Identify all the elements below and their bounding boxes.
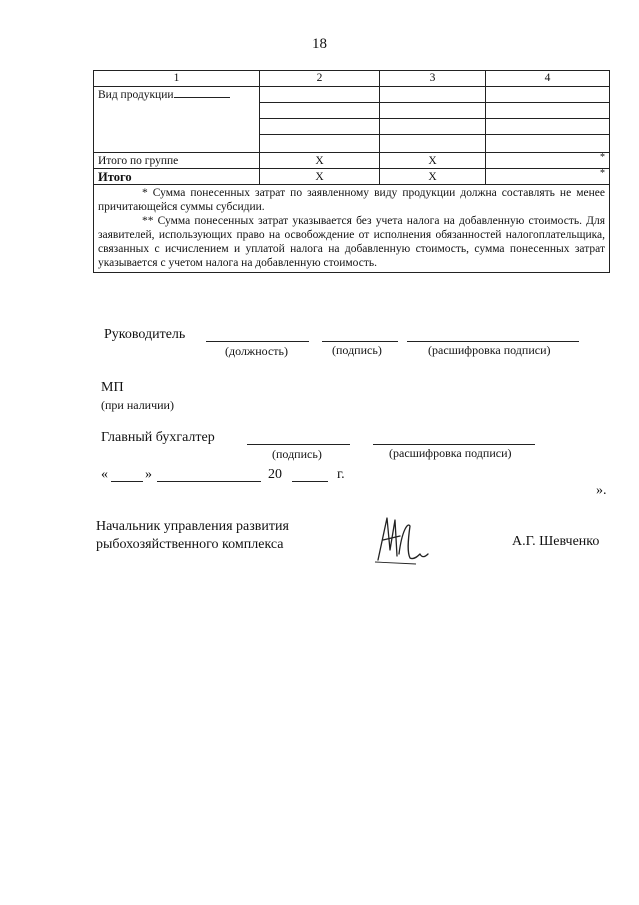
- page-number: 18: [312, 36, 327, 52]
- date-close-quote: »: [145, 467, 152, 482]
- note-single-asterisk: * Сумма понесенных затрат по заявленному виду продукции должна составлять не менее причитающейся суммы субсидии.: [98, 187, 605, 213]
- costs-table: [93, 70, 610, 273]
- table-cell: [486, 119, 610, 135]
- group-total-label: Итого по группе: [94, 153, 260, 169]
- date-day-line: [111, 481, 143, 482]
- table-cell: [260, 87, 380, 103]
- table-header-row: [94, 71, 610, 87]
- table-cell: [486, 135, 610, 153]
- head-label: Руководитель: [104, 327, 186, 342]
- head-position-caption: (должность): [225, 344, 288, 358]
- table-cell: [486, 87, 610, 103]
- col-header-2: 2: [260, 71, 380, 87]
- accountant-signature-line: [247, 444, 350, 445]
- table-cell: [380, 103, 486, 119]
- product-type-label: Вид продукции: [98, 89, 174, 101]
- accountant-decoding-caption: (расшифровка подписи): [389, 446, 512, 460]
- table-row: [94, 87, 610, 103]
- date-year-line: [292, 481, 328, 482]
- handwritten-signature: [372, 510, 434, 566]
- head-position-line: [206, 341, 309, 342]
- closing-mark: ».: [596, 483, 607, 498]
- table-cell: [380, 135, 486, 153]
- table-cell: [380, 119, 486, 135]
- table-cell: [380, 87, 486, 103]
- date-month-line: [157, 481, 261, 482]
- total-col3: X: [380, 169, 486, 185]
- date-year-prefix: 20: [268, 467, 282, 482]
- head-signature-line: [322, 341, 398, 342]
- date-open-quote: «: [101, 467, 108, 482]
- stamp-note: (при наличии): [101, 398, 174, 412]
- group-total-col3: X: [380, 153, 486, 169]
- col-header-3: 3: [380, 71, 486, 87]
- total-col2: X: [260, 169, 380, 185]
- stamp-label: МП: [101, 380, 124, 395]
- official-title-line2: рыбохозяйственного комплекса: [96, 537, 284, 552]
- table-cell: [260, 119, 380, 135]
- head-decoding-caption: (расшифровка подписи): [428, 343, 551, 357]
- total-label: Итого: [94, 169, 260, 185]
- total-col4: *: [486, 169, 610, 185]
- notes-row: [94, 185, 610, 273]
- product-type-blank: [174, 87, 230, 98]
- accountant-label: Главный бухгалтер: [101, 430, 215, 445]
- col-header-1: 1: [94, 71, 260, 87]
- group-total-col4: *: [486, 153, 610, 169]
- accountant-decoding-line: [373, 444, 535, 445]
- notes-cell: [94, 185, 610, 273]
- head-signature-caption: (подпись): [332, 343, 382, 357]
- note-double-asterisk: ** Сумма понесенных затрат указывается без учета налога на добавленную стоимость. Для заявителей, использующих право на освобождение от исполнения обязанностей налогоплательщика, связанных с исчислением и уплатой налога на добавленную стоимость, сумма понесенных затрат указывается с учетом налога на добавленную стоимость.: [98, 215, 605, 269]
- accountant-signature-caption: (подпись): [272, 447, 322, 461]
- total-row: [94, 169, 610, 185]
- col-header-4: 4: [486, 71, 610, 87]
- date-year-suffix: г.: [337, 467, 345, 482]
- official-name: А.Г. Шевченко: [512, 534, 600, 549]
- head-decoding-line: [407, 341, 579, 342]
- table-cell: [486, 103, 610, 119]
- product-type-cell: [94, 87, 260, 153]
- table-cell: [260, 103, 380, 119]
- table-cell: [260, 135, 380, 153]
- official-title-line1: Начальник управления развития: [96, 519, 289, 534]
- group-total-row: [94, 153, 610, 169]
- group-total-col2: X: [260, 153, 380, 169]
